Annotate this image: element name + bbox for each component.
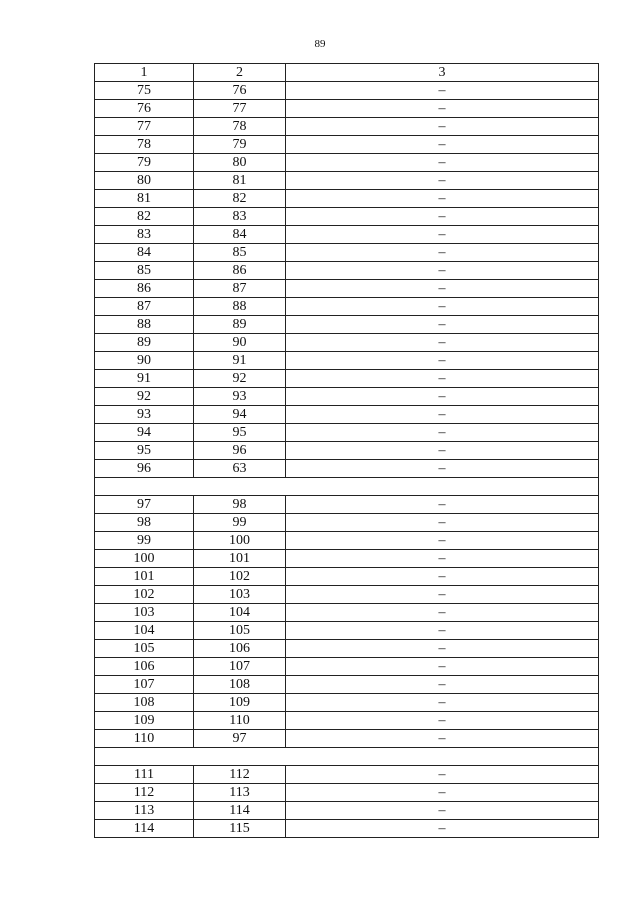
cell-col-1: 79 — [95, 154, 194, 172]
table-row — [95, 802, 599, 820]
cell-col-1: 110 — [95, 730, 194, 748]
table-row — [95, 820, 599, 838]
cell-col-1: 78 — [95, 136, 194, 154]
table-row — [95, 136, 599, 154]
cell-col-1: 82 — [95, 208, 194, 226]
cell-col-3: – — [286, 82, 599, 100]
table-row — [95, 154, 599, 172]
cell-col-1: 77 — [95, 118, 194, 136]
group-separator-row — [95, 478, 599, 496]
cell-col-2: 104 — [194, 604, 286, 622]
table-row — [95, 388, 599, 406]
cell-col-2: 76 — [194, 82, 286, 100]
cell-col-2: 87 — [194, 280, 286, 298]
table-body — [95, 82, 599, 838]
cell-col-1: 98 — [95, 514, 194, 532]
cell-col-3: – — [286, 694, 599, 712]
cell-col-3: – — [286, 100, 599, 118]
cell-col-2: 92 — [194, 370, 286, 388]
cell-col-3: – — [286, 370, 599, 388]
cell-col-3: – — [286, 712, 599, 730]
cell-col-2: 84 — [194, 226, 286, 244]
cell-col-3: – — [286, 172, 599, 190]
cell-col-1: 111 — [95, 766, 194, 784]
cell-col-2: 81 — [194, 172, 286, 190]
separator-cell — [95, 478, 599, 496]
cell-col-2: 99 — [194, 514, 286, 532]
table-row — [95, 370, 599, 388]
separator-cell — [95, 748, 599, 766]
cell-col-2: 110 — [194, 712, 286, 730]
table-row — [95, 730, 599, 748]
cell-col-1: 83 — [95, 226, 194, 244]
cell-col-2: 79 — [194, 136, 286, 154]
cell-col-1: 109 — [95, 712, 194, 730]
column-header-2: 2 — [194, 64, 286, 82]
cell-col-1: 107 — [95, 676, 194, 694]
cell-col-2: 101 — [194, 550, 286, 568]
cell-col-1: 97 — [95, 496, 194, 514]
cell-col-1: 94 — [95, 424, 194, 442]
cell-col-3: – — [286, 604, 599, 622]
cell-col-3: – — [286, 460, 599, 478]
table-row — [95, 424, 599, 442]
cell-col-2: 114 — [194, 802, 286, 820]
cell-col-2: 112 — [194, 766, 286, 784]
cell-col-3: – — [286, 244, 599, 262]
cell-col-3: – — [286, 496, 599, 514]
cell-col-2: 83 — [194, 208, 286, 226]
table-row — [95, 190, 599, 208]
cell-col-1: 86 — [95, 280, 194, 298]
cell-col-3: – — [286, 784, 599, 802]
header-row — [95, 64, 599, 82]
cell-col-2: 80 — [194, 154, 286, 172]
cell-col-3: – — [286, 622, 599, 640]
cell-col-3: – — [286, 640, 599, 658]
cell-col-3: – — [286, 514, 599, 532]
cell-col-1: 90 — [95, 352, 194, 370]
cell-col-2: 102 — [194, 568, 286, 586]
cell-col-1: 75 — [95, 82, 194, 100]
cell-col-1: 95 — [95, 442, 194, 460]
cell-col-1: 84 — [95, 244, 194, 262]
cell-col-2: 63 — [194, 460, 286, 478]
cell-col-2: 103 — [194, 586, 286, 604]
cell-col-1: 112 — [95, 784, 194, 802]
table-row — [95, 118, 599, 136]
cell-col-2: 88 — [194, 298, 286, 316]
cell-col-3: – — [286, 406, 599, 424]
cell-col-2: 86 — [194, 262, 286, 280]
table-row — [95, 208, 599, 226]
table-row — [95, 352, 599, 370]
cell-col-2: 96 — [194, 442, 286, 460]
cell-col-1: 87 — [95, 298, 194, 316]
cell-col-3: – — [286, 820, 599, 838]
cell-col-3: – — [286, 352, 599, 370]
cell-col-3: – — [286, 334, 599, 352]
table-row — [95, 262, 599, 280]
cell-col-3: – — [286, 550, 599, 568]
cell-col-1: 93 — [95, 406, 194, 424]
cell-col-2: 91 — [194, 352, 286, 370]
cell-col-3: – — [286, 118, 599, 136]
table-row — [95, 766, 599, 784]
table-row — [95, 172, 599, 190]
table-row — [95, 568, 599, 586]
cell-col-1: 102 — [95, 586, 194, 604]
cell-col-1: 113 — [95, 802, 194, 820]
table-row — [95, 298, 599, 316]
cell-col-1: 100 — [95, 550, 194, 568]
cell-col-1: 96 — [95, 460, 194, 478]
cell-col-1: 76 — [95, 100, 194, 118]
cell-col-2: 106 — [194, 640, 286, 658]
table-row — [95, 316, 599, 334]
table-row — [95, 334, 599, 352]
cell-col-2: 105 — [194, 622, 286, 640]
cell-col-1: 101 — [95, 568, 194, 586]
cell-col-3: – — [286, 802, 599, 820]
cell-col-3: – — [286, 658, 599, 676]
cell-col-3: – — [286, 568, 599, 586]
cell-col-2: 113 — [194, 784, 286, 802]
table-row — [95, 712, 599, 730]
cell-col-2: 109 — [194, 694, 286, 712]
cell-col-2: 93 — [194, 388, 286, 406]
cell-col-1: 85 — [95, 262, 194, 280]
table-row — [95, 784, 599, 802]
table-row — [95, 586, 599, 604]
cell-col-3: – — [286, 190, 599, 208]
cell-col-3: – — [286, 442, 599, 460]
table-row — [95, 514, 599, 532]
cell-col-2: 85 — [194, 244, 286, 262]
cell-col-3: – — [286, 154, 599, 172]
cell-col-1: 106 — [95, 658, 194, 676]
cell-col-1: 103 — [95, 604, 194, 622]
cell-col-2: 78 — [194, 118, 286, 136]
table-row — [95, 460, 599, 478]
cell-col-3: – — [286, 730, 599, 748]
table-row — [95, 640, 599, 658]
cell-col-2: 97 — [194, 730, 286, 748]
cell-col-1: 108 — [95, 694, 194, 712]
table-row — [95, 406, 599, 424]
table-row — [95, 82, 599, 100]
table-row — [95, 100, 599, 118]
group-separator-row — [95, 748, 599, 766]
column-header-3: 3 — [286, 64, 599, 82]
cell-col-1: 88 — [95, 316, 194, 334]
column-header-1: 1 — [95, 64, 194, 82]
cell-col-1: 80 — [95, 172, 194, 190]
cell-col-1: 81 — [95, 190, 194, 208]
cell-col-3: – — [286, 316, 599, 334]
cell-col-1: 99 — [95, 532, 194, 550]
cell-col-2: 77 — [194, 100, 286, 118]
cell-col-2: 107 — [194, 658, 286, 676]
table-row — [95, 676, 599, 694]
cell-col-2: 115 — [194, 820, 286, 838]
table-row — [95, 226, 599, 244]
cell-col-3: – — [286, 262, 599, 280]
table-row — [95, 550, 599, 568]
cell-col-1: 114 — [95, 820, 194, 838]
cell-col-2: 108 — [194, 676, 286, 694]
cell-col-2: 95 — [194, 424, 286, 442]
data-table — [94, 63, 599, 838]
table-row — [95, 532, 599, 550]
table-row — [95, 442, 599, 460]
cell-col-2: 90 — [194, 334, 286, 352]
cell-col-3: – — [286, 586, 599, 604]
cell-col-2: 100 — [194, 532, 286, 550]
cell-col-3: – — [286, 136, 599, 154]
table-row — [95, 496, 599, 514]
table-row — [95, 244, 599, 262]
cell-col-3: – — [286, 298, 599, 316]
cell-col-1: 91 — [95, 370, 194, 388]
table-row — [95, 622, 599, 640]
table-row — [95, 604, 599, 622]
cell-col-3: – — [286, 280, 599, 298]
cell-col-3: – — [286, 424, 599, 442]
cell-col-3: – — [286, 766, 599, 784]
table-row — [95, 694, 599, 712]
page-number: 89 — [314, 38, 326, 50]
cell-col-1: 104 — [95, 622, 194, 640]
table-row — [95, 280, 599, 298]
cell-col-3: – — [286, 388, 599, 406]
cell-col-3: – — [286, 226, 599, 244]
cell-col-2: 82 — [194, 190, 286, 208]
cell-col-2: 98 — [194, 496, 286, 514]
cell-col-2: 94 — [194, 406, 286, 424]
cell-col-1: 89 — [95, 334, 194, 352]
cell-col-3: – — [286, 208, 599, 226]
cell-col-2: 89 — [194, 316, 286, 334]
cell-col-1: 105 — [95, 640, 194, 658]
cell-col-1: 92 — [95, 388, 194, 406]
cell-col-3: – — [286, 532, 599, 550]
table-row — [95, 658, 599, 676]
cell-col-3: – — [286, 676, 599, 694]
